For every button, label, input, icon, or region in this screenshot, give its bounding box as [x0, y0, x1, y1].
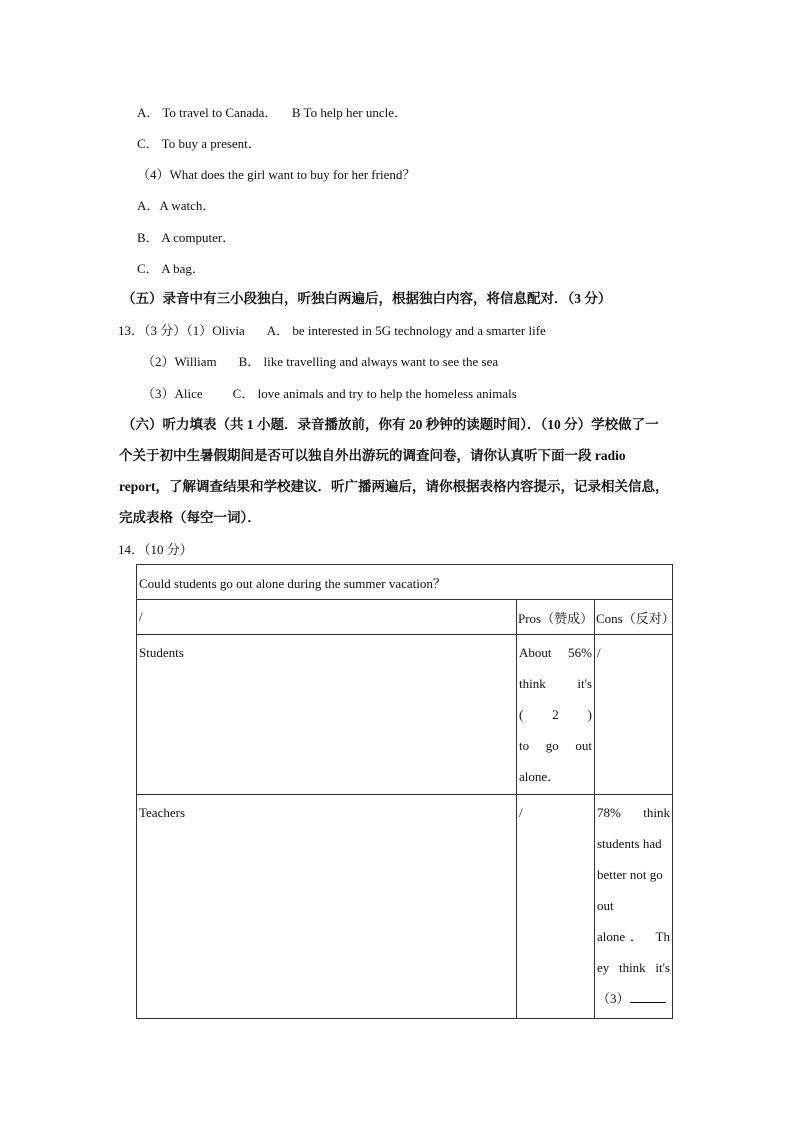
teachers-cons-line: alone． Th [597, 929, 670, 944]
answer-blank-3-line [597, 983, 670, 1014]
header-cell-slash: / [137, 600, 517, 635]
row-students-cons [595, 635, 673, 795]
row-teachers-label [137, 795, 517, 1019]
teachers-cons-line: out [597, 898, 614, 913]
students-pros-line: to go out [519, 738, 592, 753]
q13-option-c: C． love animals and try to help the homeless animals [232, 386, 517, 401]
q4-option-b: B． A computer． [137, 230, 236, 245]
q13-row-3 [142, 386, 517, 402]
section6-line-2: 个关于初中生暑假期间是否可以独自外出游玩的调查问卷，请你认真听下面一段 radio [119, 448, 626, 463]
q3-option-b: B To help her uncle． [291, 105, 407, 120]
q13-row-1 [118, 323, 546, 339]
table-title: Could students go out alone during the summer vacation？ [139, 575, 446, 591]
q13-item-3: （3）Alice [142, 386, 203, 401]
section6-line-4: 完成表格（每空一词）． [119, 510, 261, 525]
section5-heading: （五）录音中有三小段独白，听独白两遍后，根据独白内容，将信息配对．（3 分） [122, 291, 612, 306]
students-pros-line: alone． [519, 769, 561, 784]
row-teachers-cons [595, 795, 673, 1019]
q14-label: 14．（10 分） [118, 542, 193, 557]
answer-blank-3-label: （3） [597, 991, 630, 1006]
teachers-cons-line: 78% think [597, 805, 670, 820]
header-cell-pros: Pros（赞成） [517, 600, 595, 635]
students-label: Students [139, 645, 184, 660]
q13-item-1: （1）Olivia [186, 323, 245, 338]
teachers-cons-line: better not go [597, 867, 663, 882]
q3-option-c: C． To buy a present． [137, 136, 261, 151]
q3-option-a-b [137, 105, 407, 121]
section6-line-3: report，了解调查结果和学校建议．听广播两遍后，请你根据表格内容提示，记录相关信息， [119, 479, 669, 494]
row-students-pros [517, 635, 595, 795]
students-pros-line: think it's [519, 676, 592, 691]
section6-line-1: （六）听力填表（共 1 小题．录音播放前，你有 20 秒钟的读题时间）．（10 分）学校做了一 [122, 417, 659, 432]
q4-option-a: A．A watch． [137, 198, 216, 213]
row-students-label [137, 635, 517, 795]
q3-option-a: A． To travel to Canada． [137, 105, 278, 120]
row-teachers-pros [517, 795, 595, 1019]
answer-blank-2: ( 2 ) [519, 707, 592, 722]
header-cell-cons: Cons（反对） [595, 600, 673, 635]
q13-option-b: B． like travelling and always want to see the sea [238, 354, 499, 369]
students-cons: / [597, 645, 601, 660]
q13-option-a: A． be interested in 5G technology and a smarter life [266, 323, 546, 338]
teachers-cons-line: ey think it's [597, 960, 670, 975]
teachers-label: Teachers [139, 805, 186, 820]
q4-question: （4）What does the girl want to buy for her friend？ [137, 167, 416, 182]
table-title-cell [137, 565, 673, 600]
answer-blank-3[interactable] [630, 990, 666, 1003]
teachers-pros: / [519, 805, 523, 820]
q13-item-2: （2）William [142, 354, 217, 369]
q13-prefix: 13．（3 分） [118, 323, 187, 338]
students-pros-line: About 56% [519, 645, 592, 660]
survey-table [136, 564, 673, 1019]
q13-row-2 [142, 354, 498, 370]
teachers-cons-line: students had [597, 836, 662, 851]
q4-option-c: C． A bag． [137, 261, 205, 276]
